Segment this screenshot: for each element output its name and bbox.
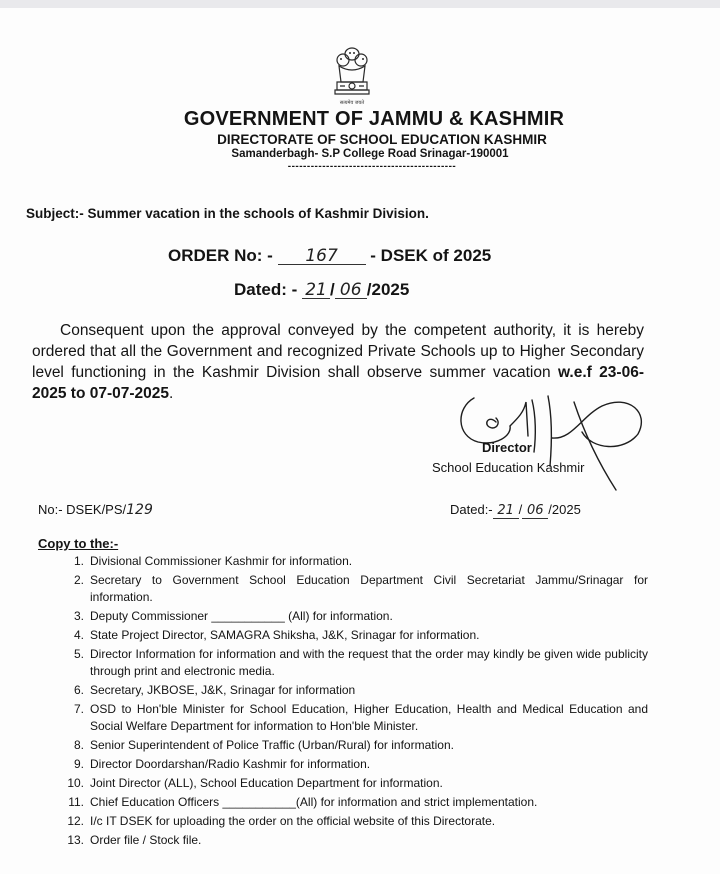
list-item-number: 9. xyxy=(73,757,84,771)
list-item-number: 6. xyxy=(73,683,84,697)
list-item xyxy=(58,701,648,735)
date-separator: / xyxy=(330,280,335,299)
order-document xyxy=(0,8,720,874)
list-item-number: 3. xyxy=(73,609,84,623)
national-emblem-icon xyxy=(331,44,373,106)
list-item xyxy=(58,832,648,849)
list-item-number: 8. xyxy=(73,738,84,752)
list-item xyxy=(58,572,648,606)
list-item xyxy=(58,756,648,773)
list-item xyxy=(58,813,648,830)
list-item-text: Senior Superintendent of Police Traffic (Urban/Rural) for information. xyxy=(90,738,454,752)
list-item-text: Secretary, JKBOSE, J&K, Srinagar for information xyxy=(90,683,356,697)
list-item-text: I/c IT DSEK for uploading the order on the official website of this Directorate. xyxy=(90,814,496,828)
reference-date-year: 2025 xyxy=(551,502,581,517)
list-item-text: Joint Director (ALL), School Education Department for information. xyxy=(90,776,443,790)
list-item-number: 13. xyxy=(67,833,84,847)
emblem-motto: सत्यमेव जयते xyxy=(339,100,365,106)
reference-number-value: 129 xyxy=(126,502,153,518)
list-item-text: Secretary to Government School Education Department Civil Secretariat Jammu/Srinagar for information. xyxy=(90,573,648,604)
reference-date-separator: / xyxy=(548,502,552,517)
reference-number-label: No:- DSEK/PS/ xyxy=(38,502,127,517)
order-prefix: ORDER No: - xyxy=(168,246,273,265)
list-item xyxy=(58,775,648,792)
date-separator: / xyxy=(366,280,372,299)
list-item-text: OSD to Hon'ble Minister for School Education, Higher Education, Health and Medical Education and Social Welfare Department for information to Hon'ble Minister. xyxy=(90,702,648,733)
list-item-number: 11. xyxy=(68,795,84,809)
list-item-number: 2. xyxy=(73,573,84,587)
order-date-line xyxy=(234,280,409,300)
list-item xyxy=(58,682,648,699)
address-line: Samanderbagh- S.P College Road Srinagar-190001 xyxy=(231,148,509,160)
list-item xyxy=(58,627,648,644)
signatory-title: Director xyxy=(482,440,532,455)
list-item-number: 5. xyxy=(73,647,84,661)
vacation-period: w.e.f 23-06-2025 to 07-07-2025 xyxy=(32,364,644,402)
list-item-text: Director Doordarshan/Radio Kashmir for information. xyxy=(90,757,371,771)
reference-date-day: 21 xyxy=(493,504,519,519)
reference-date xyxy=(450,502,581,519)
list-item-text: State Project Director, SAMAGRA Shiksha, J&K, Srinagar for information. xyxy=(90,628,480,642)
signatory-department: School Education Kashmir xyxy=(432,460,585,475)
list-item-text: Director Information for information and with the request that the order may kindly be given wide publicity through print and electronic media. xyxy=(90,647,648,678)
date-month: 06 xyxy=(335,282,367,299)
order-number-line xyxy=(168,246,491,266)
list-item xyxy=(58,794,648,811)
header-rule: -------------------------------------------- xyxy=(287,161,457,172)
list-item-number: 12. xyxy=(67,814,84,828)
list-item-text: Chief Education Officers ___________(All) for information and strict implementation. xyxy=(90,795,538,809)
copy-to-heading: Copy to the:- xyxy=(38,536,119,551)
order-number: 167 xyxy=(278,248,366,265)
reference-date-separator: / xyxy=(518,502,523,517)
order-body-end: . xyxy=(169,385,174,402)
subject-line: Subject:- Summer vacation in the schools of Kashmir Division. xyxy=(26,206,429,221)
date-day: 21 xyxy=(302,282,330,299)
directorate-title: DIRECTORATE OF SCHOOL EDUCATION KASHMIR xyxy=(217,132,547,147)
reference-date-label: Dated:- xyxy=(450,502,493,517)
list-item-number: 10. xyxy=(67,776,84,790)
list-item-text: Order file / Stock file. xyxy=(90,833,202,847)
list-item-text: Divisional Commissioner Kashmir for information. xyxy=(90,554,353,568)
government-title: GOVERNMENT OF JAMMU & KASHMIR xyxy=(183,108,565,130)
order-body-text: Consequent upon the approval conveyed by the competent authority, it is hereby ordered that all the Government and recognized Private Schools up to Higher Secondary level functioning in the Kashmir Division shall observe summer vacation xyxy=(32,322,644,381)
list-item-number: 7. xyxy=(73,702,84,716)
list-item xyxy=(58,553,648,570)
copy-to-list xyxy=(58,553,648,851)
list-item-number: 4. xyxy=(73,628,84,642)
reference-date-month: 06 xyxy=(522,504,548,519)
date-year: 2025 xyxy=(371,280,410,299)
list-item xyxy=(58,737,648,754)
reference-number xyxy=(38,502,153,518)
list-item-text: Deputy Commissioner ___________ (All) for information. xyxy=(90,609,393,623)
date-prefix: Dated: - xyxy=(234,280,298,299)
list-item xyxy=(58,608,648,625)
list-item xyxy=(58,646,648,680)
list-item-number: 1. xyxy=(73,554,84,568)
order-suffix: - DSEK of 2025 xyxy=(370,246,492,265)
